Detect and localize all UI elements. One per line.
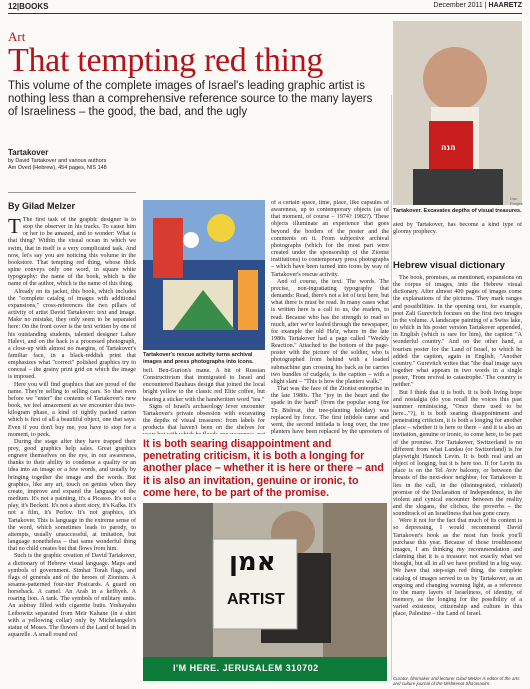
portrait-caption: Tartakover. Excavates depths of visual treasures. <box>393 208 522 214</box>
header-rule <box>8 13 522 14</box>
artist-photo <box>143 503 387 681</box>
book-authors: by David Tartakover and various authors <box>8 158 107 164</box>
deck: This volume of the complete images of Israel's leading graphic artist is nothing less than a comprehensive reference source to the many layers of Israeliness – the good, the bad, and the ugly <box>8 80 373 118</box>
paragraph: Already on its jacket, this book, which includes the "complete catalog of images with additional expansions," cross-references the two pillars of activity of artist David Tartakover: text and image. Make no mistake, they only seem to be separated here: On the front cover is the text written by one of his outstanding students, talented designer Lahav Halevi, and on the back is a processed photograph, a close-up with almost no margins, of Tartakover's familiar face, in a black-reddish print that emphasizes what "correct" polished graphics try to conceal – the grainy print grid on which the image is imposed. <box>8 288 136 381</box>
issue-date: December 2011 <box>433 2 483 9</box>
portrait-illustration <box>393 21 522 205</box>
text-column-3 <box>271 200 389 434</box>
subheading: Hebrew visual dictionary <box>393 260 505 271</box>
book-info <box>8 148 138 172</box>
paragraph: Were it not for the fact that much of its content is so depressing, I would recommend David Tartakover's book as the most fun book you'll purchase this year. Because of those troublesome images, I am thinking my recommendation and claiming that it is a treasure: not exactly what we thought, but all in all we have profited in a big way. We have that step-sign red thing, the complete catalog of images served to us by Tartakover, as an ongoing and changing warning light, as a reference to the many layers of Israeliness, of identity, of memory, as the longing for the possibility of a varied existence, citizenship and culture in this place, Palestine – the Land of Israel. <box>393 518 522 618</box>
headline: That tempting red thing <box>8 42 324 79</box>
hebrew-sign-text: אמן <box>229 547 276 577</box>
author-note: Curator, filmmaker and lecturer Gilad Melzer is editor of the arts and culture journal of the Mishkenot Sha'ananim. <box>393 676 520 687</box>
paragraph: The book, promises, as mentioned, expansions on the corpus of images, into the Hebrew visual dictionary. After almost 400 pages of images come the explanations of the pictures. They mark ranges and possibilities. In the opening text, for example, poet Zali Gurevitch focuses on the first two images in the volume. A landscape painting of a Swiss lake, to which in his poster version Tartakover appended, in English (which is rare for him), the caption "A wonderful country." And on the other hand, a tourism poster for the Land of Israel, to which he added the caption, again in English, "Another country." Gurevitch writes that "the dual image says together what appears in two words in a single poster, 'From revival to catastrophe.' The country is neither." <box>393 275 522 389</box>
poster-illustration <box>143 200 265 350</box>
paragraph: of a certain space, time, place, like capsules of awareness, up to contemporary objects (as of that moment, of course – 1974? 1982?). These objects illuminate an experience that goes beyond the borders of the poster and the comments on it. From subjective archival photographs (which for the most part were created under the sponsorship of the Zionist institutions) to contemporary press photographs – which have been turned into icons by way of Tartakover's rescue activity. <box>271 200 389 278</box>
kicker: Art <box>8 29 26 44</box>
text-column-1 <box>8 217 136 682</box>
paragraph: During the stage after they have trapped their prey, good graphics help sales. Great graphics engrave themselves on the eye, in our awareness, thanks to their ability to condense a quality or an idea into an image or a few words, and usually by bringing together the image and the words. But graphics, like any art, touch on genius when they create, improve and expand the language of the medium. It's not a painting, it's a Picasso. It's not a play, it's Beckett. It's not a short story, it's Kafka. It's not a film, it's Perlov. It's not graphics, it's Tartakover. This is language in the extreme sense of the word, which sometimes leads to parody, to attempts, usually unsuccessful, at imitation, but language nonetheless – that same wonderful thing that no child creates but that flows from him. <box>8 438 136 553</box>
banner-text: I'M HERE. JERUSALEM 310702 <box>173 663 319 673</box>
paragraph: Signs of Israel's archaeology fever encounter Tartakover's private obsession with excavating the depths of visual treasures: from labels for products that haven't been on the shelves for <box>143 403 265 432</box>
text-column-2 <box>143 368 265 434</box>
photo-credit: Dan Porges <box>510 196 523 206</box>
paragraph: But I think that it is both. It is both living hope and nostalgia (do you recall the voices this past summer reminiscing, "Once there used to be here..."?), it is both searing disappointment and penetrating criticism, it is both a longing for another place – whether it is here or there – and it is also an invitation, genuine or ironic, to come here, to be part of the promise. For Tartakover, Switzerland is no different from what Landau (or Switzerland) is for playwright Hanoch Levin. It is both real and an object of longing, but it is here too. If for Levin its place is on the Tel Aviv balcony, or between the breasts of the next-door neighbor, for Tartakover it lies in the call, in the (disintegrated, violated) promise of the Declaration of Independence, in the violent and cynical encounter between the reality and the slogans, the cliches, the proverbs – the soundtrack of an Israeliness that has gone crazy. <box>393 389 522 518</box>
artist-sign-text: ARTIST <box>227 591 285 608</box>
paragraph: ated by Tartakover, has become a kind type of gloomy prophecy. <box>393 222 522 236</box>
paragraph: bell. Ben-Gurion's mane. A bit of Russian Constructivism that immigrated to Israel and encountered Bauhaus design that joined the local bright yellow to the classic red Elite coffee, but bearing a sticker with the handwritten word "tea." <box>143 368 265 403</box>
paragraph: Such is the graphic creation of David Tartakover, a dictionary of Hebrew visual language. Maps and symbols of government. Simhat Torah flags, and flags of generals and of the heroes of Zionism. A sesame-patterned four-tier Postcards. A guard on horseback. A camel. An Arab in a keffiyeh. A roaring lion. A tank. The symbols of military units. An ashtray filled with cigarette butts. Yeshayahu Leibowitz separated from Meir Kahane (in a shirt with a yellowing collar) only by Michelangelo's statue of Moses. The flowers of the Land of Israel in aquarelle. A small round red <box>8 553 136 639</box>
pull-quote: It is both searing disappointment and penetrating criticism, it is both a longing for another place – whether it is here or there – and it is also an invitation, genuine or ironic, to come here, to be part of the promise. <box>143 438 384 499</box>
poster-image <box>143 200 265 350</box>
poster-caption: Tartakover's rescue activity turns archival images and press photographs into icons. <box>143 352 254 365</box>
paper-name: HAARETZ <box>488 2 522 9</box>
paragraph-text: The first task of the graphic designer is to stop the observer in his tracks. To cause him or her to be amazed, and to wonder: What is that thing? Within the visual ocean in which we swim, that in itself is a very complicated task. And now, let's say you are noticing this volume in the bookstore. That tempting red thing, whose thick spine conveys only one word, in square white typography: the name of the book, which is the name of the author, which is the name of this thing. <box>8 217 136 288</box>
paragraph <box>8 217 136 289</box>
text-column-4 <box>393 275 522 673</box>
paragraph: Here you will find graphics that are proud of the name. They're selling to selling cars. So that even before we "enter" the contents of Tartakover's new book, we feel amazement as we encounter this two-kilogram phase, a kind of tightly packed carton which is first of all a beautiful object, one that says: Even if you don't buy me, you have to stop for a moment, to peek. <box>8 381 136 438</box>
paragraph: That was the face of the Zionist enterprise in the late 1980s. The "joy in the heart and the spade in the hand" (from the popular song for Tu Bishvat, the tree-planting holiday) was replaced by force. The first infidels came and went, the second intifada is long over, the tree planters have been replaced by the uprooters of <box>271 386 389 434</box>
byline: By Gilad Melzer <box>8 201 76 211</box>
portrait-photo <box>393 21 522 205</box>
paragraph: And of course, the text. The words. The precise, non-ingratiating typography that demands: Read, there's not a lot of text here, but what there is must be read. In many cases what is written here is a call to us, the readers, to read. Because who has the strength to read so much, after we've leafed through the newspaper, for example the old Ha'ir, where in the late 1980s Tartakover had a page called "Weekly Reaction." Attached to the bottom of the page-poster with the picture of the soldier, who is photographed from behind with a loaded submachine gun crossing his back as he carries two bundles of cudgels, is the caption – with a slight slant – "This is how the planters walk." <box>271 278 389 385</box>
divider <box>8 192 136 193</box>
book-title: Tartakover <box>8 148 49 157</box>
column-divider <box>391 95 392 680</box>
drop-cap: T <box>8 217 21 238</box>
section-label: 12|BOOKS <box>8 2 49 11</box>
text-column-4-top <box>393 222 522 240</box>
issue-info: December 2011 | HAARETZ <box>433 2 522 9</box>
book-publisher: Am Oved (Hebrew), 454 pages, NIS 148 <box>8 165 107 171</box>
book-stamp-text: הנה <box>441 143 456 152</box>
